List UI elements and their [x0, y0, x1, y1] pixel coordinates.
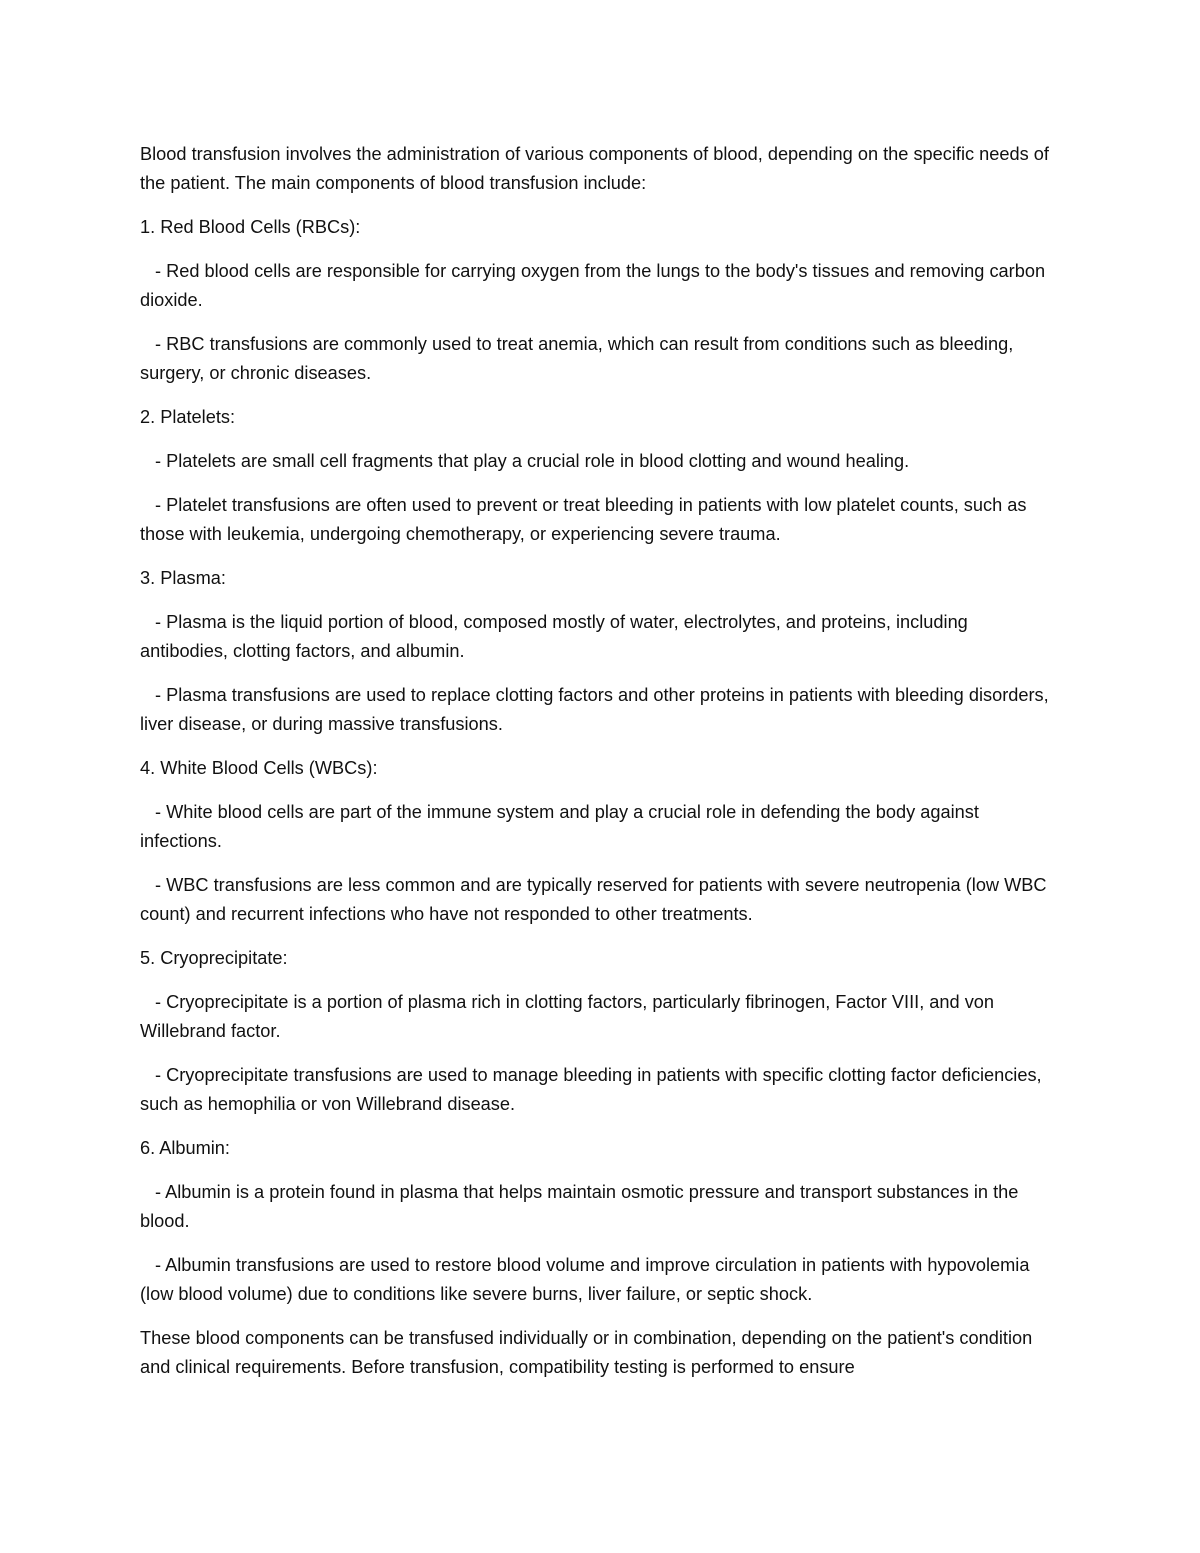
list-item: - Cryoprecipitate is a portion of plasma rich in clotting factors, particularly fibrinogen, Factor VIII, and von Willebrand factor. [140, 992, 995, 1041]
document-page [140, 140, 1060, 1397]
section-heading-wbcs: 4. White Blood Cells (WBCs): [140, 758, 378, 778]
intro-paragraph: Blood transfusion involves the administration of various components of blood, depending on the specific needs of the patient. The main components of blood transfusion include: [140, 144, 1049, 193]
list-item: - White blood cells are part of the immune system and play a crucial role in defending the body against infections. [140, 802, 979, 851]
list-item: - Platelets are small cell fragments that play a crucial role in blood clotting and wound healing. [155, 451, 910, 471]
list-item: - WBC transfusions are less common and are typically reserved for patients with severe neutropenia (low WBC count) and recurrent infections who have not responded to other treatments. [140, 875, 1047, 924]
closing-paragraph: These blood components can be transfused individually or in combination, depending on the patient's condition and clinical requirements. Before transfusion, compatibility testing is performed to ensure [140, 1328, 1033, 1377]
list-item: - Red blood cells are responsible for carrying oxygen from the lungs to the body's tissues and removing carbon dioxide. [140, 261, 1046, 310]
section-heading-rbcs: 1. Red Blood Cells (RBCs): [140, 217, 361, 237]
section-heading-platelets: 2. Platelets: [140, 407, 236, 427]
section-heading-albumin: 6. Albumin: [140, 1138, 230, 1158]
list-item: - Albumin transfusions are used to restore blood volume and improve circulation in patients with hypovolemia (low blood volume) due to conditions like severe burns, liver failure, or septic shock. [140, 1255, 1030, 1304]
list-item: - Plasma is the liquid portion of blood, composed mostly of water, electrolytes, and proteins, including antibodies, clotting factors, and albumin. [140, 612, 968, 661]
list-item: - Cryoprecipitate transfusions are used to manage bleeding in patients with specific clotting factor deficiencies, such as hemophilia or von Willebrand disease. [140, 1065, 1042, 1114]
list-item: - Plasma transfusions are used to replace clotting factors and other proteins in patients with bleeding disorders, liver disease, or during massive transfusions. [140, 685, 1049, 734]
section-heading-cryoprecipitate: 5. Cryoprecipitate: [140, 948, 288, 968]
list-item: - RBC transfusions are commonly used to treat anemia, which can result from conditions such as bleeding, surgery, or chronic diseases. [140, 334, 1014, 383]
list-item: - Platelet transfusions are often used to prevent or treat bleeding in patients with low platelet counts, such as those with leukemia, undergoing chemotherapy, or experiencing severe trauma. [140, 495, 1027, 544]
section-heading-plasma: 3. Plasma: [140, 568, 226, 588]
list-item: - Albumin is a protein found in plasma that helps maintain osmotic pressure and transport substances in the blood. [140, 1182, 1019, 1231]
